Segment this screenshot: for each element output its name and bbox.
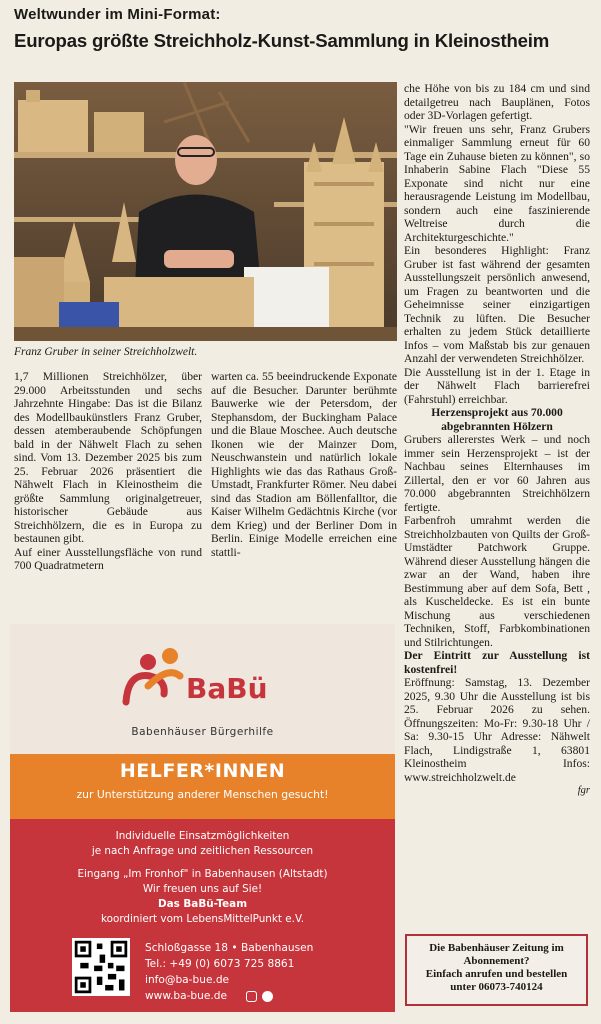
admission-note: Der Eintritt zur Ausstellung ist kostenfrei!	[404, 649, 590, 676]
subscription-phone: unter 06073-740124	[450, 981, 543, 993]
instagram-icon	[246, 991, 257, 1002]
article-paragraph: Ein besonderes Highlight: Franz Gruber ist fast während der gesamten Ausstellungszeit persönlich anwesend, um Fragen zu beantworten und die Geheimnisse seiner einzigartigen Technik zu lüften. Die Besucher erhalten zu jedem Stück detaillierte Infos – vom Maßstab bis zur genauen Anzahl der verwendeten Streichhölzer.	[404, 244, 590, 365]
article-paragraph: "Wir freuen uns sehr, Franz Grubers einmaliger Sammlung erneut für 60 Tage ein Zuhause bieten zu können", so Inhaberin Sabine Flach "Diese 55 Exponate sind nicht nur eine herausragende Leistung im Modellbau, sondern auch eine faszinierende Weltreise durch die Architekturgeschichte."	[404, 122, 590, 244]
article-paragraph: Eröffnung: Samstag, 13. Dezember 2025, 9.30 Uhr die Ausstellung ist bis 25. Februar 2026 zu sehen. Öffnungszeiten: Mo-Fr: 9.30-18 Uhr / Sa: 9.30-15 Uhr Adresse: Nähwelt Flach, Lindigstraße 1, 63801 Kleinostheim Infos: www.streichholzwelt.de	[404, 676, 590, 784]
ad-logo-text: BaBü	[186, 672, 268, 705]
qr-code-icon	[72, 938, 130, 996]
babue-advertisement	[10, 624, 395, 1012]
article-kicker: Weltwunder im Mini-Format:	[14, 6, 221, 23]
photo-caption: Franz Gruber in seiner Streichholzwelt.	[14, 346, 198, 358]
ad-logo-subtitle: Babenhäuser Bürgerhilfe	[131, 726, 274, 738]
subscription-line: Einfach anrufen und bestellen	[425, 968, 568, 980]
ad-helper-subtitle: zur Unterstützung anderer Menschen gesucht!	[76, 788, 329, 801]
article-paragraph: Auf einer Ausstellungsfläche von rund 700 Quadratmetern	[14, 545, 202, 572]
article-paragraph: warten ca. 55 beeindruckende Exponate auf die Besucher. Darunter berühmte Bauwerke wie der Petersdom, der Stephansdom, der Buckingham Palace und die Blaue Moschee. Auch deutsche Ikonen wie der Mainzer Dom, Neuschwanstein und natürlich lokale Highlights wie das das Rathaus Groß-Umstadt, Frankfurter Römer. Neu dabei sind das Stadion am Böllenfalltor, die Kaiser Wilhelm Gedächtnis Kirche (vor dem Krieg) und der Berliner Dom in Berlin. Einige Modelle erreichen eine stattli-	[211, 370, 397, 559]
article-subheading: Herzensprojekt aus 70.000 abgebrannten Hölzern	[431, 406, 563, 433]
ad-helper-title: HELFER*INNEN	[119, 760, 286, 782]
article-paragraph: Farbenfroh umrahmt werden die Streichholzbauten von Quilts der Groß-Umstädter Patchwork Gruppe. Während dieser Ausstellung hängen die zwar an der Wand, haben ihre Bestimmung aber auf dem Sofa, Bett , als Kuscheldecke. Es ist ein bunte Mischung aus verschiedenen Techniken, Stoff, Farbkombinationen und Stilrichtungen.	[404, 514, 590, 649]
social-icons	[246, 990, 273, 1002]
article-paragraph: 1,7 Millionen Streichhölzer, über 29.000 Arbeitsstunden und sechs Jahrzehnte Hingabe: Das ist die Bilanz des Modellbaukünstlers Franz Gruber, dessen atemberaubende Schöpfungen bald in der Nähwelt Flach zu sehen sind. Vom 13. Dezember 2025 bis zum 25. Februar 2026 präsentiert die Nähwelt Flach in Kleinostheim die größte Sammlung originalgetreuer, historischer Gebäude aus Streichhölzern, die es in Europa zu bestaunen gibt.	[14, 370, 202, 545]
article-paragraph: che Höhe von bis zu 184 cm und sind detailgetreu nach Bauplänen, Fotos oder 3D-Vorlagen gefertigt.	[404, 82, 590, 122]
article-photo	[14, 82, 397, 341]
ad-line: koordiniert vom LebensMittelPunkt e.V.	[100, 913, 305, 925]
article-column-3	[404, 82, 590, 798]
ad-line: je nach Anfrage und zeitlichen Ressourcen	[91, 845, 314, 857]
ad-phone: Tel.: +49 (0) 6073 725 8861	[145, 958, 295, 970]
ad-line: Eingang „Im Fronhof" in Babenhausen (Altstadt)	[77, 868, 328, 880]
article-paragraph: Grubers allererstes Werk – und noch immer sein Herzensprojekt – ist der Nachbau seines Elternhauses im Zillertal, den er vor 60 Jahren aus 70.000 abgebrannten Streichhölzern fertigte.	[404, 433, 590, 514]
article-column-2	[211, 370, 397, 559]
ad-line: Das BaBü-Team	[157, 898, 248, 910]
matchstick-workshop-image	[14, 82, 397, 341]
ad-website: www.ba-bue.de	[145, 990, 227, 1002]
ad-line: Wir freuen uns auf Sie!	[142, 883, 263, 895]
babue-logo-icon	[118, 642, 188, 712]
ad-email: info@ba-bue.de	[145, 974, 230, 986]
ad-line: Individuelle Einsatzmöglichkeiten	[115, 830, 290, 842]
article-paragraph: Die Ausstellung ist in der 1. Etage in der Nähwelt Flach barrierefrei (Fahrstuhl) erreichbar.	[404, 365, 590, 406]
author-signature: fgr	[577, 785, 590, 796]
facebook-icon	[262, 991, 273, 1002]
ad-address: Schloßgasse 18 • Babenhausen	[145, 942, 314, 954]
subscription-line: Die Babenhäuser Zeitung im Abonnement?	[429, 942, 564, 967]
subscription-box	[405, 934, 588, 1006]
article-column-1	[14, 370, 202, 573]
article-headline: Europas größte Streichholz-Kunst-Sammlung in Kleinostheim	[14, 30, 550, 51]
